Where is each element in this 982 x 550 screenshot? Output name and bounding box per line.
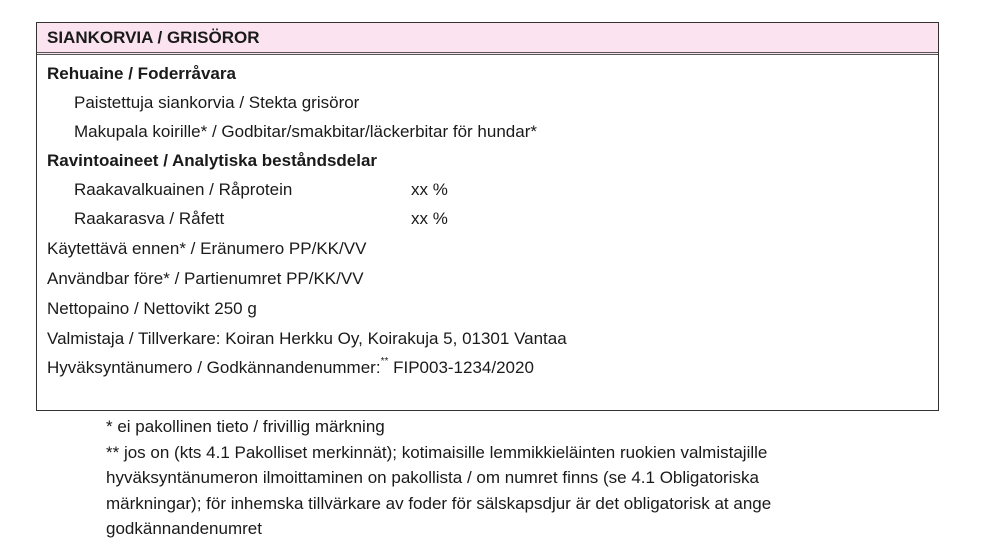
feed-material-heading: Rehuaine / Foderråvara	[47, 64, 236, 83]
fat-value: xx %	[411, 209, 448, 228]
product-label-box	[36, 22, 939, 411]
feed-material-item: Makupala koirille* / Godbitar/smakbitar/läckerbitar för hundar*	[74, 122, 537, 141]
fat-label: Raakarasva / Råfett	[74, 209, 225, 228]
approval-number-row	[47, 353, 534, 382]
footnote-line: godkännandenumret	[106, 519, 262, 538]
manufacturer: Valmistaja / Tillverkare: Koiran Herkku Oy, Koirakuja 5, 01301 Vantaa	[47, 329, 567, 348]
approval-footnote-mark: **	[380, 356, 389, 368]
approval-value: FIP003-1234/2020	[388, 358, 534, 377]
label-title-bar	[37, 23, 938, 55]
footnote-line: * ei pakollinen tieto / frivillig märkning	[106, 417, 385, 436]
footnote-line: hyväksyntänumeron ilmoittaminen on pakollista / om numret finns (se 4.1 Obligatoriska	[106, 468, 759, 487]
protein-label: Raakavalkuainen / Råprotein	[74, 180, 293, 199]
label-title: SIANKORVIA / GRISÖROR	[47, 27, 260, 47]
analytical-heading: Ravintoaineet / Analytiska beståndsdelar	[47, 151, 378, 170]
best-before-sv: Användbar före* / Partienumret PP/KK/VV	[47, 269, 364, 288]
approval-label: Hyväksyntänumero / Godkännandenummer:	[47, 358, 381, 377]
net-weight: Nettopaino / Nettovikt 250 g	[47, 299, 257, 318]
footnotes	[106, 414, 906, 542]
protein-value: xx %	[411, 180, 448, 199]
best-before-fi: Käytettävä ennen* / Eränumero PP/KK/VV	[47, 239, 367, 258]
footnote-line: märkningar); för inhemska tillvärkare av foder för sälskapsdjur är det obligatorisk at ange	[106, 493, 772, 513]
fat-row	[74, 204, 448, 233]
footnote-line: ** jos on (kts 4.1 Pakolliset merkinnät); kotimaisille lemmikkieläinten ruokien valmistajille	[106, 442, 768, 462]
protein-row	[74, 175, 448, 204]
feed-material-item: Paistettuja siankorvia / Stekta grisöror	[74, 93, 360, 112]
